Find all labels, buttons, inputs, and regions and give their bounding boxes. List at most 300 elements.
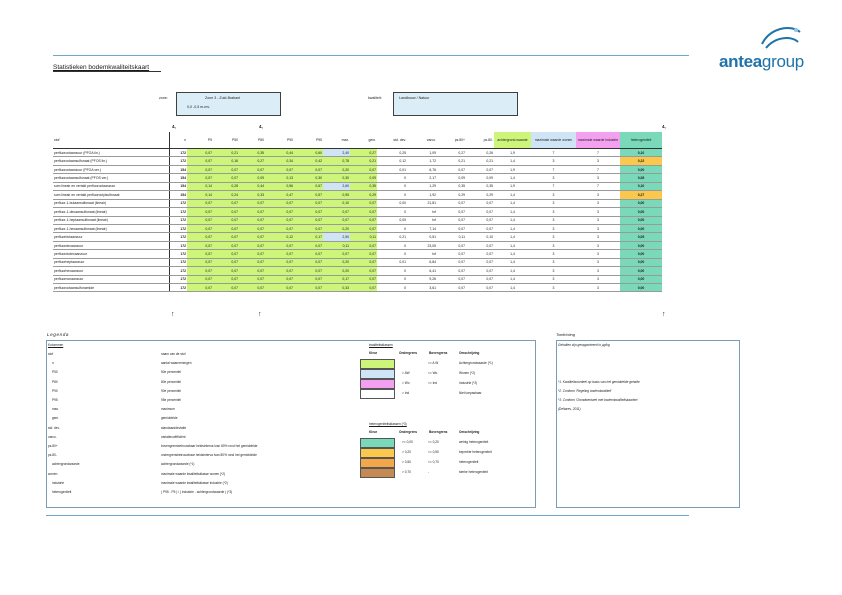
table-cell: 0	[377, 191, 407, 199]
table-cell: 172	[169, 233, 187, 241]
table-cell: 0,78	[323, 157, 350, 165]
het-lower: > 0,50	[402, 460, 411, 464]
legend-description: achtergrondwaarde (*1)	[161, 462, 195, 467]
table-cell: 9,26	[407, 275, 437, 283]
het-upper: -	[428, 470, 430, 474]
table-cell: 0,27	[239, 157, 265, 165]
cell-stof: perfluoroctaansulfonaat (PFOS lin.)	[53, 157, 169, 165]
table-cell: 0,56	[265, 182, 294, 190]
title-underline	[53, 71, 161, 72]
cell-stof: som lineair en vertakt perfluoroctylsulfonaat	[53, 191, 169, 199]
table-cell: 0,07	[213, 224, 239, 232]
legend-key: heterogeniteit	[52, 490, 72, 494]
table-cell: 0,07	[466, 199, 494, 207]
table-cell: 3	[576, 258, 620, 266]
legend-description: variatiecoëfficiënt	[161, 434, 186, 439]
cell-stof: som lineair en vertakt perfluoroctaanzuur	[53, 182, 169, 190]
table-cell: 6,76	[407, 165, 437, 173]
table-cell: 0,07	[187, 275, 213, 283]
table-cell: 0,07	[466, 275, 494, 283]
antea-logo	[719, 52, 804, 72]
cell-stof: perfluordodecaanzuur	[53, 250, 169, 258]
het-desc: weinig heterogeniteit	[459, 440, 489, 444]
table-cell: 0	[377, 241, 407, 249]
column-header: gem.	[350, 132, 377, 149]
page-title: Statistieken bodemkwaliteitskaart	[53, 64, 150, 71]
kwal-header: Omschrijving	[459, 351, 480, 355]
table-cell: 0,07	[239, 241, 265, 249]
table-cell: 23,05	[407, 241, 437, 249]
table-cell: 0,07	[350, 250, 377, 258]
table-cell: 0,07	[265, 284, 294, 292]
table-cell: 0,09	[239, 174, 265, 182]
table-cell: 172	[169, 216, 187, 224]
table-cell: 0,07	[187, 241, 213, 249]
table-cell: 0,07	[437, 165, 466, 173]
het-swatch	[360, 448, 395, 458]
table-cell: 0,00	[620, 275, 662, 283]
table-cell: 0,07	[265, 216, 294, 224]
zone-name: Zone 3 - Zuid-Brabant	[205, 96, 241, 100]
table-cell: 0,07	[265, 165, 294, 173]
table-cell: 0,07	[350, 224, 377, 232]
table-cell: 0,05	[620, 233, 662, 241]
table-cell: 0,27	[620, 191, 662, 199]
het-above-label: 4,	[662, 124, 666, 129]
table-cell: 21,81	[407, 199, 437, 207]
column-header: P80	[239, 132, 265, 149]
legend-kolommen: Kolommen	[48, 343, 64, 347]
table-cell: 0,51	[407, 233, 437, 241]
table-cell: 0,10	[466, 233, 494, 241]
legend-key: achtergrondwaarde	[52, 462, 80, 467]
table-cell: 0,11	[437, 233, 466, 241]
column-header: P90	[265, 132, 294, 149]
table-cell: 0,07	[213, 165, 239, 173]
zone-depth: 0,0 -0,5 m-mv.	[187, 105, 210, 109]
table-cell: 0,07	[466, 284, 494, 292]
table-cell: 3	[531, 284, 576, 292]
legend-key: varco.	[48, 434, 57, 439]
kwal-upper: <= Wo	[428, 371, 438, 375]
toelichting-note: *3. Conform 'Grondwerkwet met bodemkwaliteitskaarten'	[558, 398, 639, 402]
table-cell: 3	[531, 258, 576, 266]
legend-key: ps.80-	[48, 453, 57, 458]
table-cell: 0,47	[265, 191, 294, 199]
table-cell: 3	[576, 233, 620, 241]
table-cell: 0,60	[294, 149, 323, 157]
column-header: ps.80+	[437, 132, 466, 149]
table-cell: 0,07	[187, 199, 213, 207]
table-cell: 0,07	[213, 258, 239, 266]
table-cell: 0,07	[187, 149, 213, 157]
table-cell: 1,9	[494, 182, 531, 190]
zone-label: zone:	[159, 96, 168, 100]
table-cell: 3	[576, 275, 620, 283]
table-cell: 3	[531, 157, 576, 165]
table-cell: 0,29	[350, 191, 377, 199]
table-cell: 0,07	[323, 250, 350, 258]
cell-stof: perfluoroctaanzuur (PFOA ver.)	[53, 165, 169, 173]
legend-description: maximum	[161, 407, 175, 412]
column-header: stof	[53, 132, 169, 149]
table-cell: 7	[576, 182, 620, 190]
legend-key: std. dev.	[48, 425, 60, 430]
legend-description: gemiddelde	[161, 416, 178, 421]
table-cell: 0,07	[350, 267, 377, 275]
table-cell: 3	[576, 241, 620, 249]
table-cell: 1,9	[494, 149, 531, 157]
table-cell: 2,50	[323, 233, 350, 241]
table-cell: 0,07	[294, 165, 323, 173]
p80-arrow-icon: ↑	[258, 311, 262, 318]
table-cell: 0,07	[437, 275, 466, 283]
kwal-header: Kleur	[369, 351, 378, 355]
table-cell: 0,07	[265, 250, 294, 258]
table-cell: 1,9	[494, 165, 531, 173]
cell-stof: perfluordecaanzuur	[53, 241, 169, 249]
table-cell: 0,33	[323, 284, 350, 292]
kwal-lower: > Wo	[402, 381, 410, 385]
table-cell: 0,07	[294, 284, 323, 292]
column-header: P5	[187, 132, 213, 149]
kwal-header: Ondergrens	[399, 351, 418, 355]
het-swatch	[360, 458, 395, 468]
table-row	[53, 241, 662, 249]
table-cell: 2,60	[323, 182, 350, 190]
legend-key: max.	[52, 407, 59, 412]
table-cell: 1,4	[494, 267, 531, 275]
table-cell: 0,00	[620, 241, 662, 249]
table-cell: 1,4	[494, 275, 531, 283]
table-cell: 3,61	[407, 284, 437, 292]
table-cell: 7	[576, 165, 620, 173]
table-row	[53, 208, 662, 216]
table-cell: 0,07	[187, 216, 213, 224]
table-cell: 0,00	[620, 216, 662, 224]
table-cell: 0	[377, 224, 407, 232]
table-cell: 1,4	[494, 157, 531, 165]
table-cell: 0,07	[294, 275, 323, 283]
table-cell: 3	[531, 250, 576, 258]
table-cell: 0,07	[239, 258, 265, 266]
kwal-swatch	[360, 359, 395, 369]
table-cell: 0,00	[620, 267, 662, 275]
table-cell: 0,07	[466, 267, 494, 275]
column-header: varco.	[407, 132, 437, 149]
table-cell: 0	[377, 208, 407, 216]
table-cell: 0,07	[187, 284, 213, 292]
table-cell: 3	[576, 267, 620, 275]
table-row	[53, 275, 662, 283]
legend-description: ondergrensbetrouwbaar heidsinterva lvan 80% rond het gemiddelde	[161, 453, 257, 458]
column-header: achtergrond-waarde	[494, 132, 531, 149]
toelichting-note: *2. Conform 'Regeling bodemkwaliteit'	[558, 389, 612, 393]
kwal-swatch	[360, 369, 395, 379]
het-desc: heterogeniteit	[459, 460, 479, 464]
table-cell: 0,44	[239, 182, 265, 190]
table-cell: 0,29	[466, 191, 494, 199]
legend-description: standaarddeviatie	[161, 425, 187, 430]
table-cell: 0	[377, 182, 407, 190]
legend-description: 90e percentiel	[161, 388, 182, 393]
table-row	[53, 182, 662, 190]
table-cell: 0,07	[350, 258, 377, 266]
table-cell: 172	[169, 284, 187, 292]
table-cell: 0,22	[620, 157, 662, 165]
quality-label: kwaliteit:	[368, 96, 382, 100]
table-cell: 7	[576, 149, 620, 157]
table-cell: 1,09	[407, 149, 437, 157]
n-above-label: 4,	[172, 124, 176, 129]
table-cell: 0	[377, 174, 407, 182]
table-cell: 0,07	[213, 267, 239, 275]
cell-stof: perfluor-1-decaansulfonaat (lineair)	[53, 208, 169, 216]
cell-stof: perfluorheptaanzuur	[53, 258, 169, 266]
table-cell: 0,07	[239, 224, 265, 232]
column-header: max.	[323, 132, 350, 149]
table-cell: 0,09	[437, 174, 466, 182]
cell-stof: perfluoroctaansulfonamide	[53, 284, 169, 292]
table-cell: 0,21	[437, 157, 466, 165]
table-cell: 0,07	[350, 199, 377, 207]
table-cell: 1,4	[494, 191, 531, 199]
legend-description: maximale waarde kwaliteitsklasse industrie (*2)	[161, 480, 228, 485]
table-cell: 3	[576, 250, 620, 258]
het-header: Bovengrens	[429, 430, 448, 434]
table-cell: 0,07	[294, 267, 323, 275]
table-cell: 0,07	[466, 216, 494, 224]
table-cell: 0,01	[377, 258, 407, 266]
het-lower: > 0,70	[402, 470, 411, 474]
zone-box	[176, 92, 281, 116]
table-cell: 3	[531, 224, 576, 232]
column-header: P95	[294, 132, 323, 149]
table-cell: 0,08	[620, 174, 662, 182]
table-row	[53, 267, 662, 275]
column-header: P50	[213, 132, 239, 149]
table-cell: 172	[169, 250, 187, 258]
legend-key: P50	[52, 370, 58, 375]
table-cell: 0,07	[437, 199, 466, 207]
het-arrow-icon: ↑	[662, 311, 666, 318]
kwal-desc: Niet toepasbaar	[459, 391, 482, 395]
kwal-upper: <= A W	[428, 361, 439, 365]
legend-key: wonen	[48, 471, 58, 476]
table-cell: 0,24	[213, 191, 239, 199]
toelichting-intro: Gehalten zijn gerapporteerd in µg/kg	[558, 343, 610, 347]
table-cell: 0,07	[466, 208, 494, 216]
table-cell: 154	[169, 191, 187, 199]
table-cell: 3	[531, 233, 576, 241]
column-header: heterogeniteit	[620, 132, 662, 149]
table-cell: 0,07	[187, 208, 213, 216]
table-cell: 0,00	[620, 224, 662, 232]
table-cell: 1,4	[494, 174, 531, 182]
table-cell: 0,07	[239, 216, 265, 224]
table-cell: 0,95	[323, 191, 350, 199]
logo-part2: group	[761, 52, 804, 71]
table-cell: 0,07	[466, 241, 494, 249]
table-cell: 0,07	[323, 208, 350, 216]
table-cell: 154	[169, 165, 187, 173]
table-cell: 172	[169, 157, 187, 165]
table-cell: 3	[531, 199, 576, 207]
table-cell: 0,07	[294, 216, 323, 224]
table-cell: 0	[377, 284, 407, 292]
legend-description: naam van de stof	[161, 352, 186, 356]
legend-key: gem.	[52, 416, 60, 421]
table-cell: 1,4	[494, 258, 531, 266]
cell-stof: perfluor-1-heptaansulfonaat (lineair)	[53, 216, 169, 224]
table-cell: 0,25	[377, 149, 407, 157]
table-cell: 0,30	[294, 174, 323, 182]
table-cell: 0,14	[187, 182, 213, 190]
table-cell: 7	[531, 165, 576, 173]
table-cell: 172	[169, 208, 187, 216]
bottom-rule	[46, 515, 689, 516]
table-cell: 0,07	[466, 250, 494, 258]
table-cell: 0,07	[265, 224, 294, 232]
table-cell: 0,21	[213, 149, 239, 157]
het-swatch	[360, 438, 395, 448]
cell-stof: perfluor-1-hexaansulfonaat (lineair)	[53, 224, 169, 232]
table-cell: 1,4	[494, 250, 531, 258]
table-cell: 0,11	[323, 241, 350, 249]
table-cell: 0,07	[239, 208, 265, 216]
legend-description: 50e percentiel	[161, 370, 182, 375]
legend-key: P95	[52, 398, 58, 402]
table-row	[53, 233, 662, 241]
table-cell: 0,07	[239, 267, 265, 275]
table-cell: 0,07	[294, 258, 323, 266]
cell-stof: perfluornonaanzuur	[53, 275, 169, 283]
het-title: heterogeniteitsklassen (*3)	[369, 422, 407, 426]
table-cell: 0,07	[239, 250, 265, 258]
table-cell: 0,00	[377, 199, 407, 207]
legend-key: P90	[52, 388, 58, 393]
table-cell: 3	[576, 208, 620, 216]
table-cell: 0,07	[294, 241, 323, 249]
table-cell: 172	[169, 199, 187, 207]
table-cell: 0,07	[187, 157, 213, 165]
table-cell: 0,07	[187, 250, 213, 258]
table-cell: 0,20	[323, 224, 350, 232]
table-cell: 3	[576, 191, 620, 199]
table-cell: 0,07	[265, 241, 294, 249]
table-cell: 0,07	[323, 216, 350, 224]
table-cell: 0,26	[466, 149, 494, 157]
table-cell: 0,07	[294, 224, 323, 232]
het-upper: <= 0,70	[428, 460, 439, 464]
table-cell: 3	[531, 267, 576, 275]
table-cell: 0,00	[620, 199, 662, 207]
table-cell: 0,44	[265, 149, 294, 157]
table-cell: 0,00	[620, 165, 662, 173]
table-cell: Inf	[407, 216, 437, 224]
table-cell: 0,07	[187, 233, 213, 241]
quality-box	[393, 92, 518, 116]
table-cell: 0	[377, 250, 407, 258]
table-cell: 0,17	[294, 233, 323, 241]
table-cell: 7,14	[407, 224, 437, 232]
table-cell: 3	[576, 224, 620, 232]
kwal-lower: > AW	[402, 371, 410, 375]
table-cell: 0,07	[213, 199, 239, 207]
table-cell: 0,10	[620, 149, 662, 157]
toelichting-note: (Deltares, 2011)	[558, 407, 581, 411]
table-cell: 0,21	[377, 233, 407, 241]
cell-stof: perfluoroctaansulfonaat (PFOS ver.)	[53, 174, 169, 182]
cell-stof: perfluor-1-butaansulfonaat (lineair)	[53, 199, 169, 207]
table-header-row	[53, 132, 662, 149]
table-cell: 0,07	[239, 275, 265, 283]
kwal-swatch	[360, 379, 395, 389]
table-cell: 0,07	[187, 258, 213, 266]
table-cell: 0,35	[466, 182, 494, 190]
table-cell: 2,40	[323, 149, 350, 157]
table-cell: 0,07	[294, 208, 323, 216]
table-cell: 1,72	[407, 157, 437, 165]
table-cell: 0,27	[437, 149, 466, 157]
column-header: maximale waarde wonen	[531, 132, 576, 149]
logo-part1: antea	[719, 52, 762, 71]
table-cell: 3	[531, 191, 576, 199]
legend-key: stof	[48, 352, 54, 356]
table-cell: 0,28	[213, 182, 239, 190]
table-cell: 0,13	[265, 174, 294, 182]
table-cell: 172	[169, 149, 187, 157]
table-cell: 0,30	[323, 174, 350, 182]
table-cell: 1,4	[494, 284, 531, 292]
table-cell: 3	[531, 275, 576, 283]
table-cell: 0,07	[187, 174, 213, 182]
table-cell: 0,07	[213, 216, 239, 224]
table-cell: 0,07	[187, 165, 213, 173]
table-cell: 0,07	[437, 267, 466, 275]
het-upper: <= 0,20	[428, 440, 439, 444]
kwal-swatch	[360, 389, 395, 399]
table-cell: 0,07	[187, 267, 213, 275]
het-upper: <= 0,50	[428, 450, 439, 454]
column-header: ps.80-	[466, 132, 494, 149]
table-cell: Inf	[407, 250, 437, 258]
table-cell: 0,07	[350, 284, 377, 292]
table-cell: 0,00	[620, 208, 662, 216]
cell-stof: perfluoroctaanzuur (PFOA lin.)	[53, 149, 169, 157]
het-swatch	[360, 468, 395, 478]
kwal-desc: Wonen (*2)	[459, 371, 476, 375]
table-cell: 0,07	[265, 258, 294, 266]
table-cell: 0,17	[323, 275, 350, 283]
het-header: Ondergrens	[399, 430, 418, 434]
toelichting-box	[556, 340, 740, 508]
n-arrow-icon: ↑	[171, 311, 175, 318]
table-cell: 0,07	[437, 258, 466, 266]
table-row	[53, 165, 662, 173]
table-cell: 0,07	[350, 165, 377, 173]
table-cell: 3	[531, 208, 576, 216]
table-cell: 0,10	[620, 182, 662, 190]
column-header: std. dev.	[377, 132, 407, 149]
table-cell: 0,29	[437, 191, 466, 199]
table-row	[53, 174, 662, 182]
table-cell: 7	[531, 149, 576, 157]
legend-key: industrie	[52, 480, 65, 485]
column-header: maximale waarde industrie	[576, 132, 620, 149]
table-cell: 7	[531, 182, 576, 190]
table-cell: 0,67	[294, 182, 323, 190]
